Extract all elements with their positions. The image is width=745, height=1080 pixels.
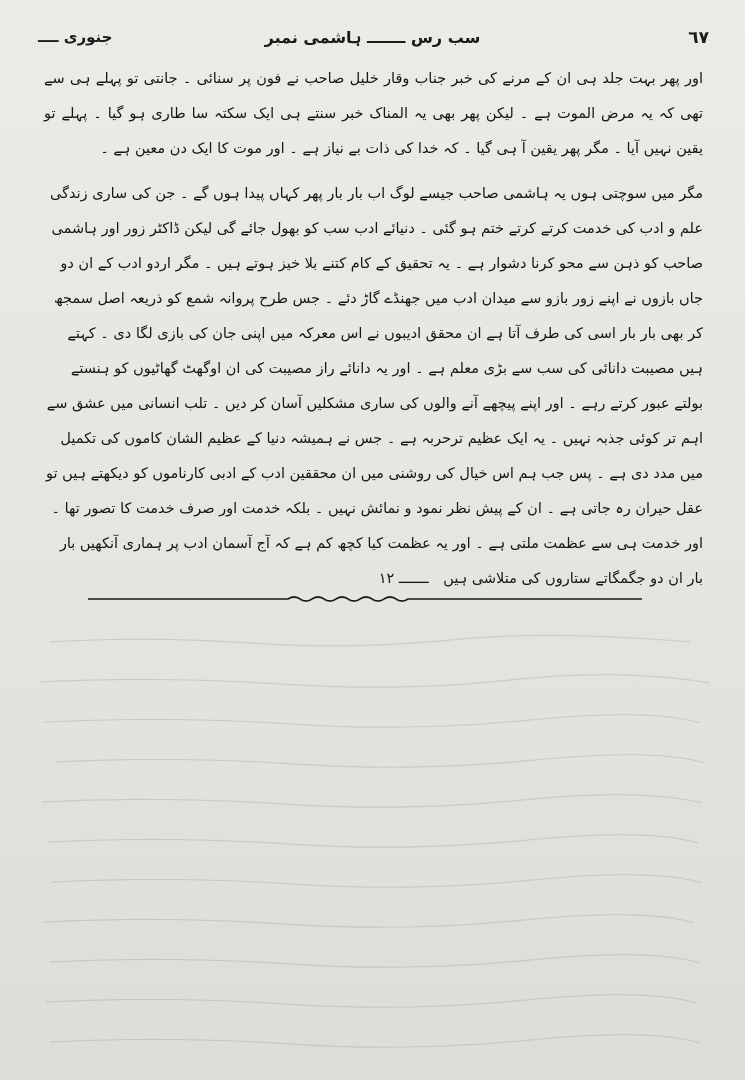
paragraph-2: مگر میں سوچتی ہوں یہ ہاشمی صاحب جیسے لوگ اب بار بار پھر کہاں پیدا ہوں گے ۔ جن کی ساری زندگی علم و ادب کی خدمت کرتے کرتے ختم ہو گئی ۔ دنیائے ادب سب کو بھول جائے گی لیکن ڈاکٹر زور اور ہاشمی صاحب کو ذہن سے محو کرنا دشوار ہے ۔ یہ تحقیق کے کام کتنے بلا خیز ہوتے ہیں ۔ مگر اردو ادب کے ان دو جاں بازوں نے اپنے زور بازو سے میدان ادب میں جھنڈے گاڑ دئے ۔ جس طرح پروانہ شمع کو ذریعہ اصل سمجھ کر بھی بار بار اسی کی طرف آتا ہے ان محقق ادیبوں نے اس معرکہ میں اپنی جان کی بازی لگا دی ۔ کہتے ہیں مصیبت دانائی کی سب سے بڑی معلم ہے ۔ اور یہ دانائے راز مصیبت کی ان اوگھٹ گھاٹیوں کو ہنستے بولتے عبور کرتے رہے ۔ اور اپنے پیچھے آنے والوں کی ساری مشکلیں آسان کر دیں ۔ تلب انسانی میں عشق سے اہم تر کوئی جذبہ نہیں ۔ یہ ایک عظیم ترحربہ ہے ۔ جس نے ہمیشہ دنیا کے عظیم الشان کاموں کی تکمیل میں مدد دی ہے ۔ پس جب ہم اس خیال کی روشنی میں ان محققین ادب کے ادبی کارناموں کو دیکھتے ہیں تو عقل حیران رہ جاتی ہے ۔ ان کے پیش نظر نمود و نمائش نہیں ۔ بلکہ خدمت اور صرف خدمت کا تصور تھا ۔ اور خدمت ہی سے عظمت ملتی ہے ۔ اور یہ عظمت کیا کچھ کم ہے کہ آج آسمان ادب پر ہماری آنکھیں بار بار ان دو جگمگاتے ستاروں کی متلاشی ہیں bbox=[46, 186, 703, 587]
article-body bbox=[44, 62, 703, 597]
paragraph-gap bbox=[44, 167, 703, 177]
section-divider bbox=[88, 592, 642, 606]
page-header bbox=[30, 22, 715, 52]
running-title: سب رس ـــــــ ہاشمی نمبر bbox=[264, 28, 481, 47]
bleed-through-texture bbox=[30, 612, 725, 1060]
issue-month: جنوری ــــ bbox=[38, 28, 113, 46]
paragraph-1: اور پھر بہت جلد ہی ان کے مرنے کی خبر جناب وقار خلیل صاحب نے فون پر سنائی ۔ جانتی تو پہلے ہی سے تھی کہ یہ مرض الموت ہے ۔ لیکن پھر بھی یہ المناک خبر سنتے ہی ایک سکتہ سا طاری ہو گیا ۔ پہلے تو یقین نہیں آیا ۔ مگر پھر یقین آ ہی گیا ۔ کہ خدا کی ذات بے نیاز ہے ۔ اور موت کا ایک دن معین ہے ۔ bbox=[44, 71, 703, 157]
page-number: ٦٧ bbox=[688, 28, 709, 48]
paragraph-2-wrapper bbox=[44, 177, 703, 597]
closing-mark: ـــــــ ١٢ bbox=[378, 571, 429, 587]
